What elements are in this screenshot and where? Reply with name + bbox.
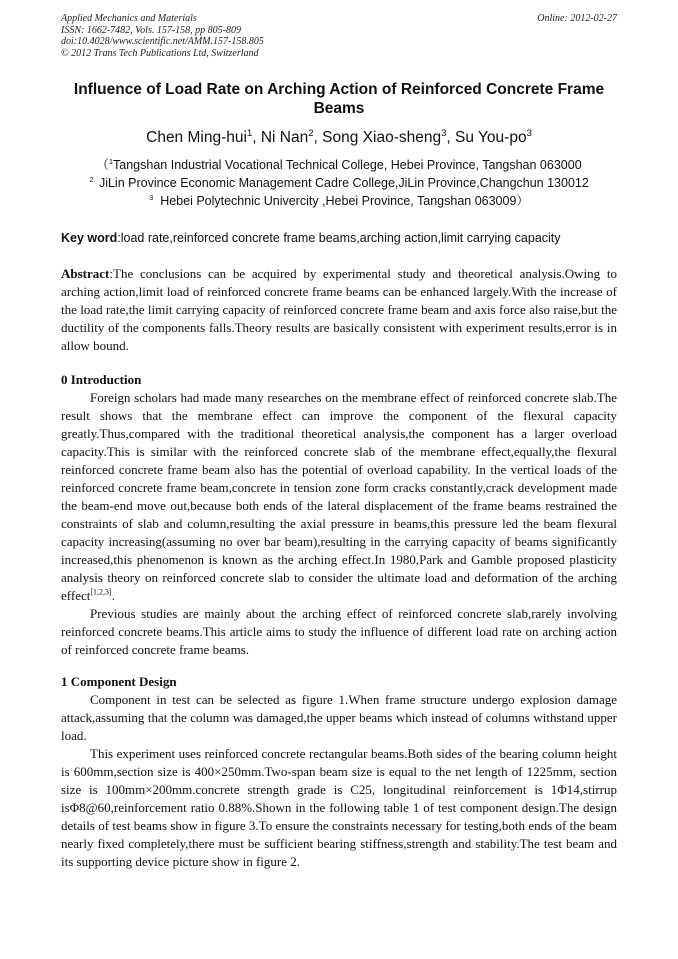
abstract <box>61 265 617 355</box>
citation: [1,2,3] <box>90 587 112 597</box>
paragraph: Component in test can be selected as figure 1.When frame structure undergo explosion damage attack,assuming that the column was damaged,the upper beams which instead of columns withstand upper load. <box>61 692 617 743</box>
affiliation-1 <box>60 157 618 173</box>
author-affil-mark: 2 <box>308 127 314 139</box>
affiliation-text: Tangshan Industrial Vocational Technical College, Hebei Province, Tangshan 063000 <box>113 158 582 172</box>
keyword-text: :load rate,reinforced concrete frame beams,arching action,limit carrying capacity <box>117 231 561 245</box>
doi-line: doi:10.4028/www.scientific.net/AMM.157-158.805 <box>61 36 264 47</box>
author-affil-mark: 3 <box>526 127 532 139</box>
author-separator: , <box>313 129 323 146</box>
affiliation-mark: 1 <box>108 156 114 166</box>
author-separator: , <box>446 129 456 146</box>
affiliation-text: JiLin Province Economic Management Cadre College,JiLin Province,Changchun 130012 <box>98 176 589 190</box>
section-component-design <box>61 691 617 871</box>
affiliation-2 <box>60 175 618 191</box>
section-introduction <box>61 389 617 659</box>
author-separator: , <box>252 129 261 146</box>
keywords <box>61 230 617 246</box>
section-heading-component-design: 1 Component Design <box>61 674 177 689</box>
affiliation-close-paren: ） <box>516 194 529 208</box>
journal-header <box>61 13 617 59</box>
paragraph: Previous studies are mainly about the arching effect of reinforced concrete slab,rarely involving reinforced concrete beams.This article aims to study the influence of different load rate on arching action of reinforced concrete frame beams. <box>61 606 617 657</box>
affiliation-mark: 2. <box>89 174 96 184</box>
issn-line: ISSN: 1662-7482, Vols. 157-158, pp 805-809 <box>61 24 241 36</box>
journal-name: Applied Mechanics and Materials <box>61 13 197 24</box>
section-heading-introduction: 0 Introduction <box>61 372 142 387</box>
copyright-line: © 2012 Trans Tech Publications Ltd, Switzerland <box>61 47 259 59</box>
affiliation-mark: 3 <box>149 192 154 202</box>
author-name: Chen Ming-hui <box>146 129 247 146</box>
author-affil-mark: 3 <box>441 127 447 139</box>
paragraph-text: Foreign scholars had made many researches on the membrane effect of reinforced concrete slab.The result shows that the membrane effect can improve the component of the flexural capacity greatly.Thus,compared with the traditional theoretical analysis,the component has a larger overload capacity.This is similar with the reinforced concrete slab of the membrane effect,equally,the flexural reinforced concrete frame beam also has the potential of overload capability. In the vertical loads of the reinforced concrete frame beam,concrete in tension zone form cracks constantly,crack development made the beam-end move out,because both ends of the lateral displacement of the frame beams restrained the constraints of slab and column,resulting the axial pressure in beams,this pressure led the beam flexural capacity increasing(assuming no over bar beam),resulting in the carrying capacity of beams significantly increased,this phenomenon is known as the arching effect.In 1980,Park and Gamble proposed plasticity analysis theory on reinforced concrete slab to consider the ultimate load and deformation of the arching effect <box>61 390 617 603</box>
paper-title: Influence of Load Rate on Arching Action of Reinforced Concrete Frame Beams <box>73 81 605 117</box>
author-list <box>60 128 618 148</box>
paragraph: This experiment uses reinforced concrete rectangular beams.Both sides of the bearing column height is 600mm,section size is 400×250mm.Two-span beam size is equal to the net length of 1225mm, section size is 100mm×200mm.concrete strength grade is C25, longitudinal reinforcement is 1Φ14,stirrup isΦ8@60,reinforcement ratio 0.88%.Shown in the following table 1 of test component design.The design details of test beams show in figure 3.To ensure the constraints necessary for testing,both ends of the beam nearly fixed completely,there must be sufficient bearing stiffness,strength and stability.The test beam and its supporting device picture show in figure 2. <box>61 746 617 869</box>
abstract-label: Abstract <box>61 266 110 281</box>
author-name: Ni Nan <box>260 129 309 146</box>
paragraph <box>61 389 617 605</box>
online-date: Online: 2012-02-27 <box>537 13 617 24</box>
affiliation-text: Hebei Polytechnic Univercity ,Hebei Province, Tangshan 063009 <box>160 194 517 208</box>
affiliation-open-paren: （ <box>96 158 109 172</box>
abstract-text: :The conclusions can be acquired by experimental study and theoretical analysis.Owing to arching action,limit load of reinforced concrete frame beams can be enhanced largely.With the increase of the load rate,the limit carrying capacity of reinforced concrete frame beam and axis force also raise,but the ductility of the components falls.Theory results are basically consistent with experiment results,error is in allow bound. <box>61 266 617 353</box>
author-affil-mark: 1 <box>246 127 253 139</box>
author-name: Su You-po <box>455 129 527 146</box>
keyword-label: Key word <box>61 231 118 245</box>
author-name: Song Xiao-sheng <box>322 129 442 146</box>
paragraph-end: . <box>111 588 115 603</box>
affiliation-3 <box>60 193 618 209</box>
